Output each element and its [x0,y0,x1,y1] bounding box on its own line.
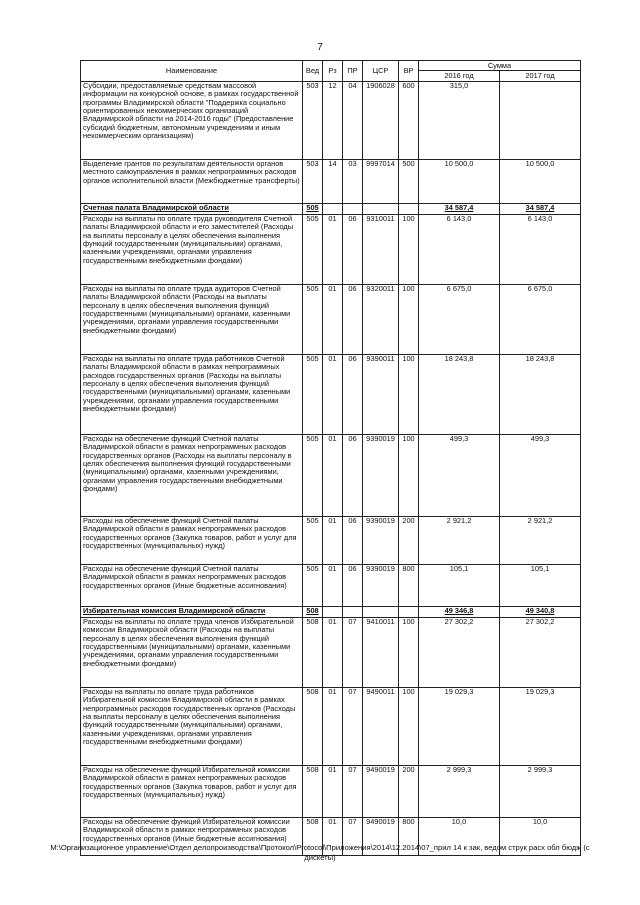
row-vr-cell: 100 [399,434,419,516]
row-pr-cell: 06 [343,516,363,564]
row-rz-cell: 01 [323,434,343,516]
header-pr: ПР [343,61,363,82]
row-ved-cell: 505 [303,564,323,606]
header-csr: ЦСР [363,61,399,82]
budget-table [80,60,581,856]
row-pr-cell: 07 [343,765,363,817]
row-vr-cell: 800 [399,564,419,606]
row-vr-cell: 100 [399,214,419,284]
header-vr: ВР [399,61,419,82]
row-2017-cell: 2 999,3 [500,765,581,817]
row-ved-cell: 505 [303,516,323,564]
row-pr-cell: 07 [343,817,363,855]
table-row [81,564,581,606]
header-ved: Вед [303,61,323,82]
row-name-cell: Расходы на выплаты по оплате труда работников Счетной палаты Владимирской области в рамках непрограммных расходов государственных органов (Расходы на выплаты персоналу в целях обеспечения выполнения функций государственными (муниципальными) органами, казенными учреждениями, органами управления государственными внебюджетными фондами) [81,354,303,434]
row-vr-cell: 500 [399,159,419,203]
row-2016-cell: 6 143,0 [419,214,500,284]
row-2017-cell: 19 029,3 [500,687,581,765]
row-2016-cell: 2 921,2 [419,516,500,564]
row-vr-cell [399,606,419,617]
row-2017-cell: 10,0 [500,817,581,855]
row-csr-cell: 9390019 [363,564,399,606]
row-pr-cell: 06 [343,214,363,284]
row-rz-cell: 01 [323,214,343,284]
row-name-cell: Расходы на выплаты по оплате труда руководителя Счетной палаты Владимирской области и его заместителей (Расходы на выплаты персоналу в целях обеспечения выполнения функций государственными (муниципальными) органами, казенными учреждениями, органами управления государственными внебюджетными фондами) [81,214,303,284]
row-pr-cell: 07 [343,687,363,765]
row-ved-cell: 505 [303,214,323,284]
row-name-cell: Избирательная комиссия Владимирской области [81,606,303,617]
row-vr-cell: 100 [399,687,419,765]
row-2017-cell: 27 302,2 [500,617,581,687]
row-csr-cell [363,606,399,617]
row-2017-cell: 49 340,8 [500,606,581,617]
row-name-cell: Счетная палата Владимирской области [81,203,303,214]
row-vr-cell: 600 [399,81,419,159]
row-2017-cell: 34 587,4 [500,203,581,214]
row-ved-cell: 503 [303,159,323,203]
row-csr-cell: 9310011 [363,214,399,284]
file-path-footer: M:\Организационное управление\Отдел делопроизводства\Протокол\Protocol\Приложения\2014\12.2014\07_прил 14 к зак, ведом струк расх обл бюдж (с дискеты) [50,843,590,862]
row-2016-cell: 10 500,0 [419,159,500,203]
page-number: 7 [317,42,323,53]
row-name-cell: Расходы на обеспечение функций Счетной палаты Владимирской области в рамках непрограммных расходов государственных органов (Закупка товаров, работ и услуг для государственных (муниципальных) нужд) [81,516,303,564]
row-rz-cell: 01 [323,354,343,434]
row-rz-cell: 01 [323,817,343,855]
section-row [81,606,581,617]
row-vr-cell [399,203,419,214]
row-vr-cell: 200 [399,765,419,817]
row-pr-cell: 06 [343,434,363,516]
row-vr-cell: 100 [399,617,419,687]
row-rz-cell: 01 [323,284,343,354]
row-ved-cell: 505 [303,284,323,354]
header-sum: Сумма [419,61,581,71]
row-2017-cell: 18 243,8 [500,354,581,434]
row-rz-cell: 01 [323,564,343,606]
row-ved-cell: 508 [303,687,323,765]
row-2017-cell: 499,3 [500,434,581,516]
row-pr-cell: 06 [343,564,363,606]
row-name-cell: Расходы на обеспечение функций Избирательной комиссии Владимирской области в рамках непрограммных расходов государственных органов (Иные бюджетные ассигнования) [81,817,303,855]
row-csr-cell [363,203,399,214]
row-vr-cell: 100 [399,354,419,434]
row-pr-cell: 03 [343,159,363,203]
section-row [81,203,581,214]
row-name-cell: Расходы на выплаты по оплате труда членов Избирательной комиссии Владимирской области (Расходы на выплаты персоналу в целях обеспечения выполнения функций государственными (муниципальными) органами, казенными учреждениями, органами управления государственными внебюджетными фондами) [81,617,303,687]
row-ved-cell: 508 [303,606,323,617]
row-rz-cell: 01 [323,516,343,564]
row-pr-cell [343,203,363,214]
row-csr-cell: 9390011 [363,354,399,434]
row-pr-cell: 06 [343,354,363,434]
table-body [81,81,581,855]
row-rz-cell [323,203,343,214]
row-vr-cell: 800 [399,817,419,855]
row-rz-cell: 01 [323,765,343,817]
table-row [81,214,581,284]
row-csr-cell: 9490011 [363,687,399,765]
row-csr-cell: 9490019 [363,765,399,817]
row-name-cell: Расходы на обеспечение функций Счетной палаты Владимирской области в рамках непрограммных расходов государственных органов (Расходы на выплаты персоналу в целях обеспечения выполнения функций государственными (муниципальными) органами, казенными учреждениями, органами управления государственными внебюджетными фондами) [81,434,303,516]
row-2016-cell: 499,3 [419,434,500,516]
header-row-1 [81,61,581,71]
row-2016-cell: 27 302,2 [419,617,500,687]
table-row [81,687,581,765]
header-2017: 2017 год [500,71,581,81]
row-ved-cell: 508 [303,817,323,855]
table-row [81,765,581,817]
row-csr-cell: 9410011 [363,617,399,687]
table-row [81,354,581,434]
row-csr-cell: 9390019 [363,434,399,516]
row-2016-cell: 49 346,8 [419,606,500,617]
header-name: Наименование [81,61,303,82]
row-name-cell: Расходы на обеспечение функций Избирательной комиссии Владимирской области в рамках непрограммных расходов государственных органов (Закупка товаров, работ и услуг для государственных (муниципальных) нужд) [81,765,303,817]
table-row [81,617,581,687]
row-rz-cell: 14 [323,159,343,203]
row-2017-cell: 10 500,0 [500,159,581,203]
row-rz-cell: 01 [323,687,343,765]
row-csr-cell: 9490019 [363,817,399,855]
row-csr-cell: 9390019 [363,516,399,564]
row-2017-cell [500,81,581,159]
row-vr-cell: 100 [399,284,419,354]
row-2017-cell: 105,1 [500,564,581,606]
table-row [81,516,581,564]
row-rz-cell [323,606,343,617]
row-2016-cell: 19 029,3 [419,687,500,765]
row-pr-cell: 04 [343,81,363,159]
row-ved-cell: 503 [303,81,323,159]
table-row [81,81,581,159]
row-2016-cell: 34 587,4 [419,203,500,214]
row-vr-cell: 200 [399,516,419,564]
row-2016-cell: 2 999,3 [419,765,500,817]
row-ved-cell: 505 [303,203,323,214]
row-2016-cell: 105,1 [419,564,500,606]
row-pr-cell [343,606,363,617]
row-ved-cell: 508 [303,765,323,817]
header-2016: 2016 год [419,71,500,81]
row-name-cell: Расходы на выплаты по оплате труда аудиторов Счетной палаты Владимирской области (Расходы на выплаты персоналу в целях обеспечения выполнения функций государственными (муниципальными) органами, казенными учреждениями, органами управления государственными внебюджетными фондами) [81,284,303,354]
row-2017-cell: 6 675,0 [500,284,581,354]
table-row [81,159,581,203]
row-2016-cell: 18 243,8 [419,354,500,434]
row-pr-cell: 07 [343,617,363,687]
row-rz-cell: 12 [323,81,343,159]
row-pr-cell: 06 [343,284,363,354]
row-ved-cell: 505 [303,434,323,516]
row-2017-cell: 6 143,0 [500,214,581,284]
row-ved-cell: 508 [303,617,323,687]
header-rz: Рз [323,61,343,82]
table-row [81,434,581,516]
row-name-cell: Расходы на обеспечение функций Счетной палаты Владимирской области в рамках непрограммных расходов государственных органов (Иные бюджетные ассигнования) [81,564,303,606]
row-csr-cell: 9997014 [363,159,399,203]
row-2016-cell: 10,0 [419,817,500,855]
row-csr-cell: 1906028 [363,81,399,159]
row-ved-cell: 505 [303,354,323,434]
row-name-cell: Выделение грантов по результатам деятельности органов местного самоуправления в рамках непрограммных расходов органов исполнительной власти (Межбюджетные трансферты) [81,159,303,203]
row-name-cell: Субсидии, предоставляемые средствам массовой информации на конкурсной основе, в рамках государственной программы Владимирской области "Поддержка социально ориентированных некоммерческих организаций Владимирской области на 2014-2016 годы" (Предоставление субсидий бюджетным, автономным учреждениям и иным некоммерческим организациям) [81,81,303,159]
row-csr-cell: 9320011 [363,284,399,354]
row-rz-cell: 01 [323,617,343,687]
row-name-cell: Расходы на выплаты по оплате труда работников Избирательной комиссии Владимирской области в рамках непрограммных расходов государственных органов (Расходы на выплаты персоналу в целях обеспечения выполнения функций государственными (муниципальными) органами, казенными учреждениями, органами управления государственными внебюджетными фондами) [81,687,303,765]
table-row [81,284,581,354]
row-2016-cell: 6 675,0 [419,284,500,354]
row-2016-cell: 315,0 [419,81,500,159]
row-2017-cell: 2 921,2 [500,516,581,564]
